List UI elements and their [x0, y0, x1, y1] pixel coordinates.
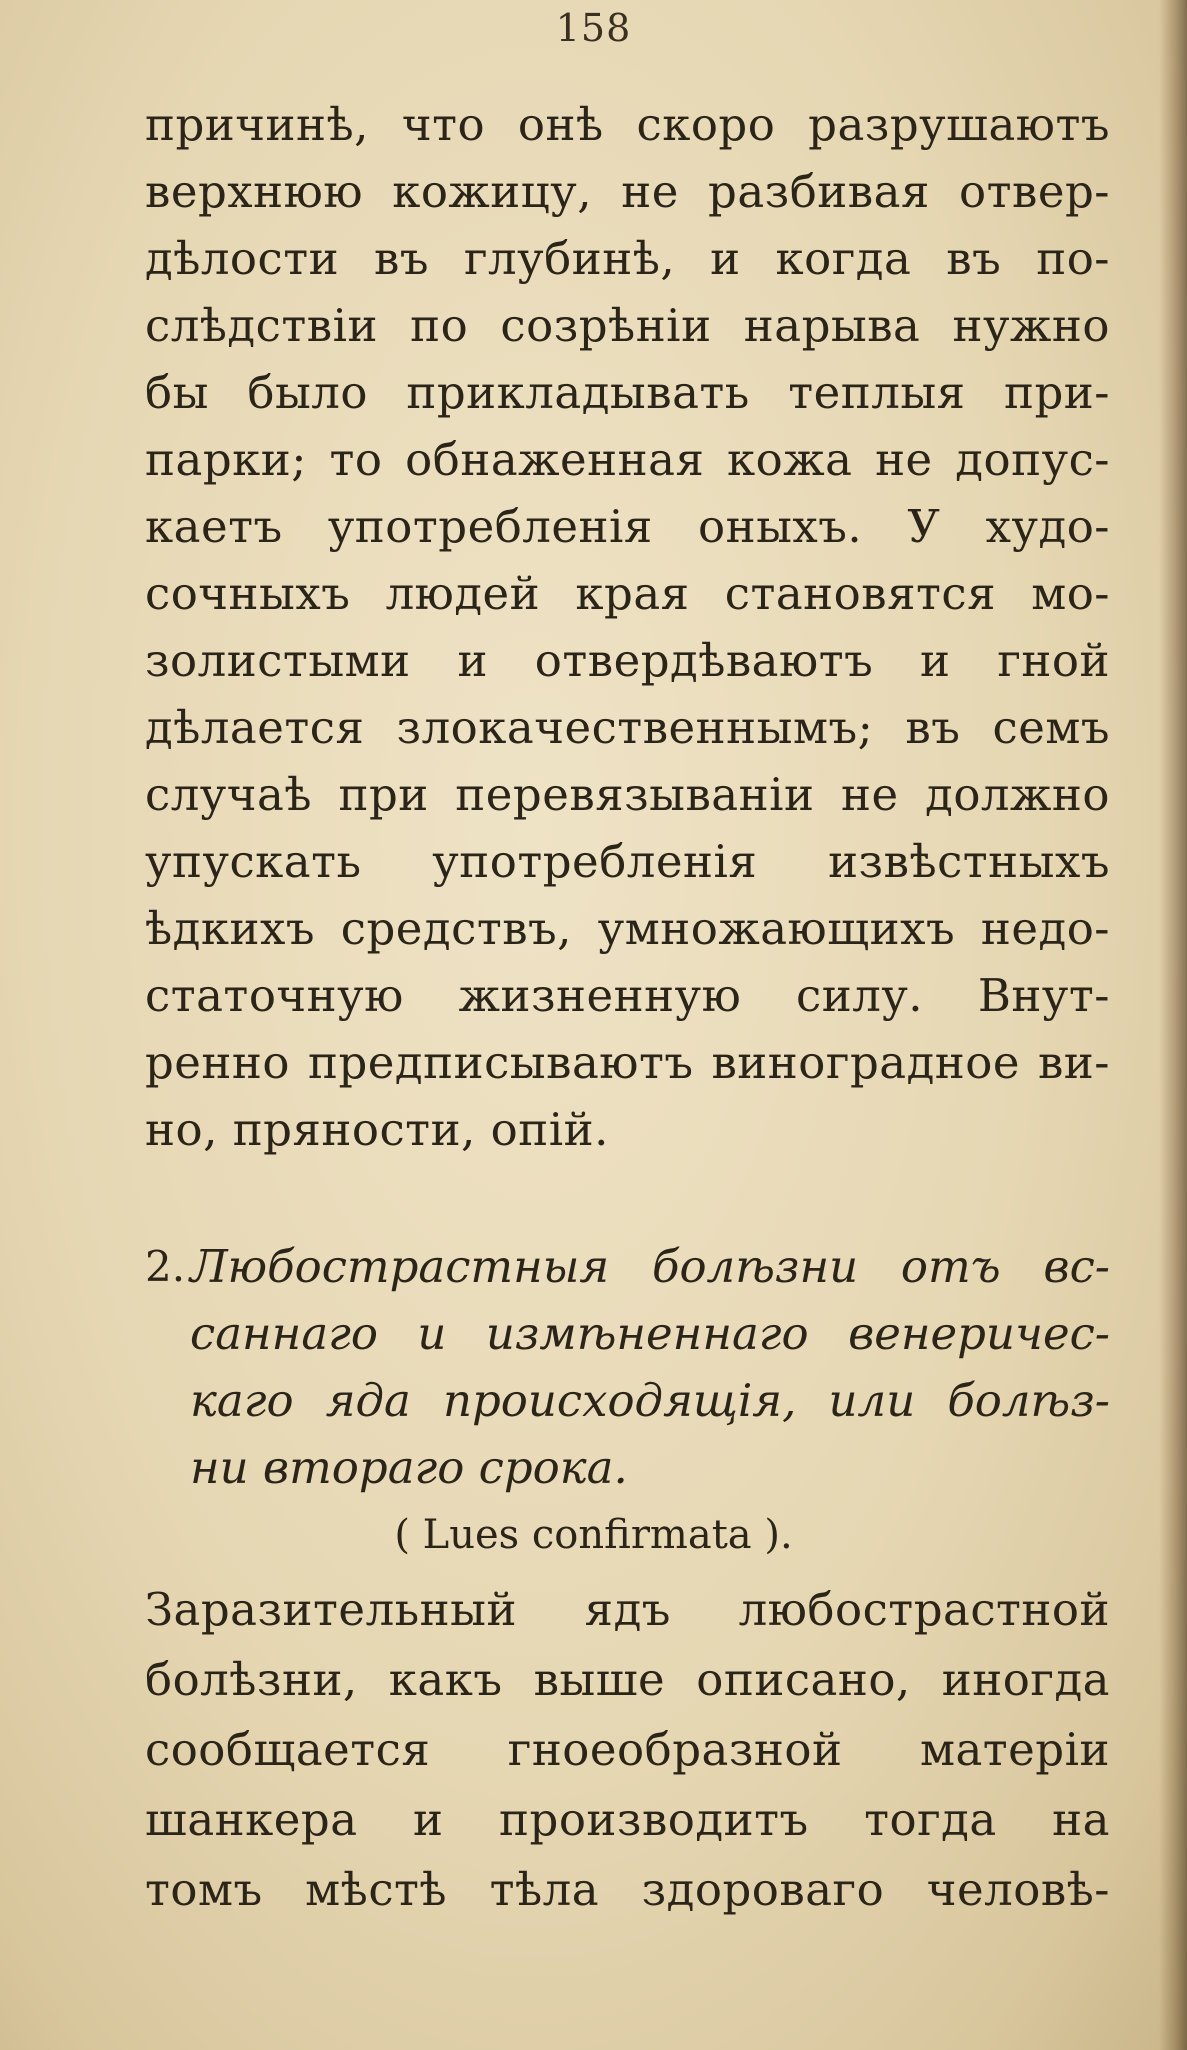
text-line: каетъ употребленія оныхъ. У худо- — [145, 500, 1110, 553]
text-line: болѣзни, какъ выше описано, иногда — [145, 1653, 1110, 1706]
section-number: 2. — [145, 1242, 186, 1291]
page-number: 158 — [555, 6, 632, 50]
page-edge-shadow — [1159, 0, 1187, 2050]
text-line: золистыми и отвердѣваютъ и гной — [145, 634, 1110, 687]
text-line: томъ мѣстѣ тѣла здороваго человѣ- — [145, 1863, 1110, 1916]
text-line: ѣдкихъ средствъ, умножающихъ недо- — [145, 902, 1110, 955]
text-line: сообщается гноеобразной матеріи — [145, 1723, 1110, 1776]
text-line: дѣлается злокачественнымъ; въ семъ — [145, 701, 1110, 754]
text-line: случаѣ при перевязываніи не должно — [145, 768, 1110, 821]
text-line: слѣдствіи по созрѣніи нарыва нужно — [145, 299, 1110, 352]
text-line: ренно предписываютъ виноградное ви- — [145, 1036, 1110, 1089]
text-line: дѣлости въ глубинѣ, и когда въ по- — [145, 232, 1110, 285]
text-line: сочныхъ людей края становятся мо- — [145, 567, 1110, 620]
heading-line: саннаго и измѣненнаго венеричес- — [190, 1307, 1110, 1360]
text-line: парки; то обнаженная кожа не допус- — [145, 433, 1110, 486]
text-line: шанкера и производитъ тогда на — [145, 1793, 1110, 1846]
text-line: но, пряности, опій. — [145, 1103, 609, 1156]
text-line: верхнюю кожицу, не разбивая отвер- — [145, 165, 1110, 218]
text-line: бы было прикладывать теплыя при- — [145, 366, 1110, 419]
heading-line: каго яда происходящія, или болѣз- — [190, 1374, 1110, 1427]
text-line: Заразительный ядъ любострастной — [145, 1583, 1110, 1636]
heading-line: Любострастныя болѣзни отъ вс- — [190, 1240, 1110, 1293]
latin-subtitle: ( Lues confirmata ). — [394, 1512, 793, 1558]
text-line: упускать употребленія извѣстныхъ — [145, 835, 1110, 888]
heading-line: ни втораго срока. — [190, 1441, 628, 1494]
text-line: причинѣ, что онѣ скоро разрушаютъ — [145, 98, 1110, 151]
text-line: статочную жизненную силу. Внут- — [145, 969, 1110, 1022]
